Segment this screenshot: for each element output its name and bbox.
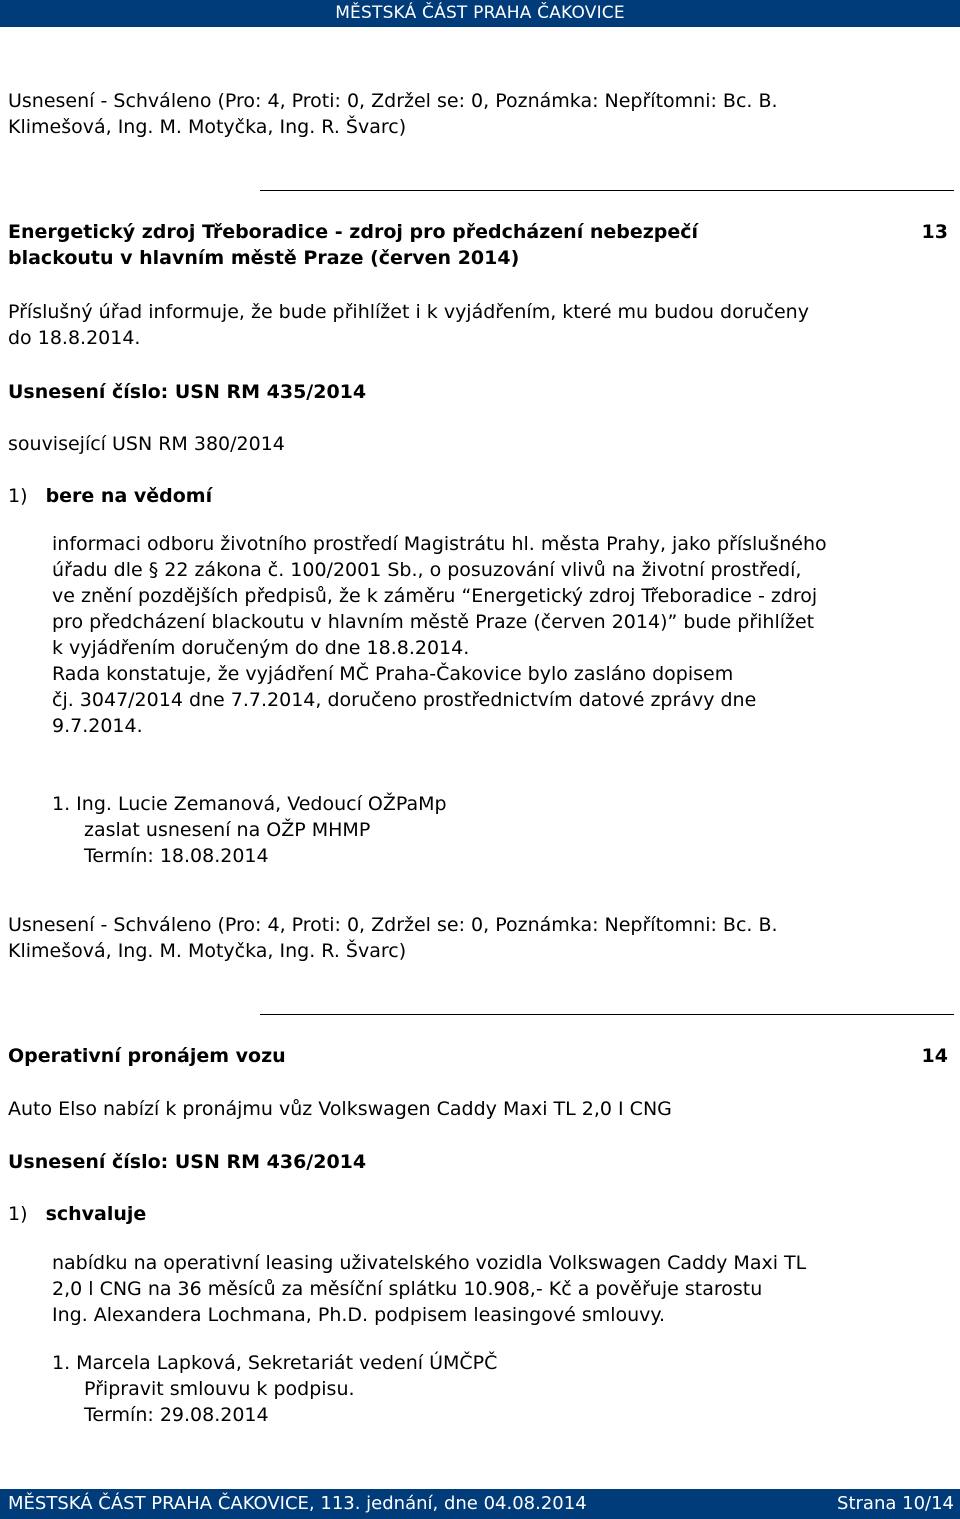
point-number: 1) bbox=[8, 485, 28, 507]
footer-meeting-info: MĚSTSKÁ ČÁST PRAHA ČAKOVICE, 113. jednání, dne 04.08.2014 bbox=[8, 1493, 587, 1514]
item-13-intro bbox=[8, 299, 954, 351]
section-divider bbox=[260, 190, 954, 191]
task-deadline: Termín: 18.08.2014 bbox=[84, 845, 269, 867]
page-number: Strana 10/14 bbox=[837, 1493, 954, 1514]
task-assignee: 1. Ing. Lucie Zemanová, Vedoucí OŽPaMp bbox=[52, 793, 447, 815]
item-title: Operativní pronájem vozu bbox=[8, 1045, 286, 1067]
section-divider bbox=[260, 1014, 954, 1015]
task-assignment bbox=[52, 791, 447, 869]
point-verb: schvaluje bbox=[45, 1203, 147, 1225]
body-line: Ing. Alexandera Lochmana, Ph.D. podpisem leasingové smlouvy. bbox=[52, 1304, 666, 1326]
page-footer bbox=[0, 1489, 960, 1519]
related-resolution: související USN RM 380/2014 bbox=[8, 433, 285, 455]
point-number: 1) bbox=[8, 1203, 28, 1225]
resolution-body bbox=[52, 531, 954, 739]
resolution-point bbox=[8, 1201, 954, 1227]
item-title-line: blackoutu v hlavním městě Praze (červen 2014) bbox=[8, 247, 520, 269]
agenda-item-14-title bbox=[8, 1043, 954, 1069]
task-description: zaslat usnesení na OŽP MHMP bbox=[84, 819, 371, 841]
vote-line: Klimešová, Ing. M. Motyčka, Ing. R. Švarc) bbox=[8, 940, 407, 962]
item-14-intro: Auto Elso nabízí k pronájmu vůz Volkswagen Caddy Maxi TL 2,0 I CNG bbox=[8, 1098, 672, 1120]
vote-result-previous bbox=[8, 88, 954, 140]
resolution-number: Usnesení číslo: USN RM 435/2014 bbox=[8, 381, 367, 403]
task-assignee: 1. Marcela Lapková, Sekretariát vedení ÚMČPČ bbox=[52, 1352, 498, 1374]
page-header bbox=[0, 0, 960, 27]
resolution-point bbox=[8, 483, 954, 509]
item-number: 13 bbox=[921, 221, 948, 243]
body-line: pro předcházení blackoutu v hlavním městě Praze (červen 2014)” bude přihlížet bbox=[52, 611, 815, 633]
vote-result bbox=[8, 912, 954, 964]
vote-line: Klimešová, Ing. M. Motyčka, Ing. R. Švarc) bbox=[8, 116, 407, 138]
item-title-line: Energetický zdroj Třeboradice - zdroj pro předcházení nebezpečí bbox=[8, 221, 699, 243]
body-line: čj. 3047/2014 dne 7.7.2014, doručeno prostřednictvím datové zprávy dne bbox=[52, 689, 757, 711]
agenda-item-13-title bbox=[8, 219, 954, 271]
body-line: ve znění pozdějších předpisů, že k záměru “Energetický zdroj Třeboradice - zdroj bbox=[52, 585, 818, 607]
vote-line: Usnesení - Schváleno (Pro: 4, Proti: 0, Zdržel se: 0, Poznámka: Nepřítomni: Bc. B. bbox=[8, 90, 778, 112]
header-title: MĚSTSKÁ ČÁST PRAHA ČAKOVICE bbox=[335, 3, 625, 23]
body-line: k vyjádřením doručeným do dne 18.8.2014. bbox=[52, 637, 470, 659]
task-description: Připravit smlouvu k podpisu. bbox=[84, 1378, 355, 1400]
body-line: 9.7.2014. bbox=[52, 715, 143, 737]
resolution-body bbox=[52, 1250, 954, 1328]
body-line: informaci odboru životního prostředí Magistrátu hl. města Prahy, jako příslušného bbox=[52, 533, 827, 555]
body-line: 2,0 l CNG na 36 měsíců za měsíční splátku 10.908,- Kč a pověřuje starostu bbox=[52, 1278, 763, 1300]
task-deadline: Termín: 29.08.2014 bbox=[84, 1404, 269, 1426]
body-line: úřadu dle § 22 zákona č. 100/2001 Sb., o posuzování vlivů na životní prostředí, bbox=[52, 559, 802, 581]
resolution-number: Usnesení číslo: USN RM 436/2014 bbox=[8, 1151, 367, 1173]
vote-line: Usnesení - Schváleno (Pro: 4, Proti: 0, Zdržel se: 0, Poznámka: Nepřítomni: Bc. B. bbox=[8, 914, 778, 936]
body-line: Rada konstatuje, že vyjádření MČ Praha-Čakovice bylo zasláno dopisem bbox=[52, 663, 734, 685]
item-number: 14 bbox=[921, 1045, 948, 1067]
intro-line: do 18.8.2014. bbox=[8, 327, 141, 349]
intro-line: Příslušný úřad informuje, že bude přihlížet i k vyjádřením, které mu budou doručeny bbox=[8, 301, 809, 323]
body-line: nabídku na operativní leasing uživatelského vozidla Volkswagen Caddy Maxi TL bbox=[52, 1252, 807, 1274]
task-assignment bbox=[52, 1350, 497, 1428]
point-verb: bere na vědomí bbox=[45, 485, 213, 507]
